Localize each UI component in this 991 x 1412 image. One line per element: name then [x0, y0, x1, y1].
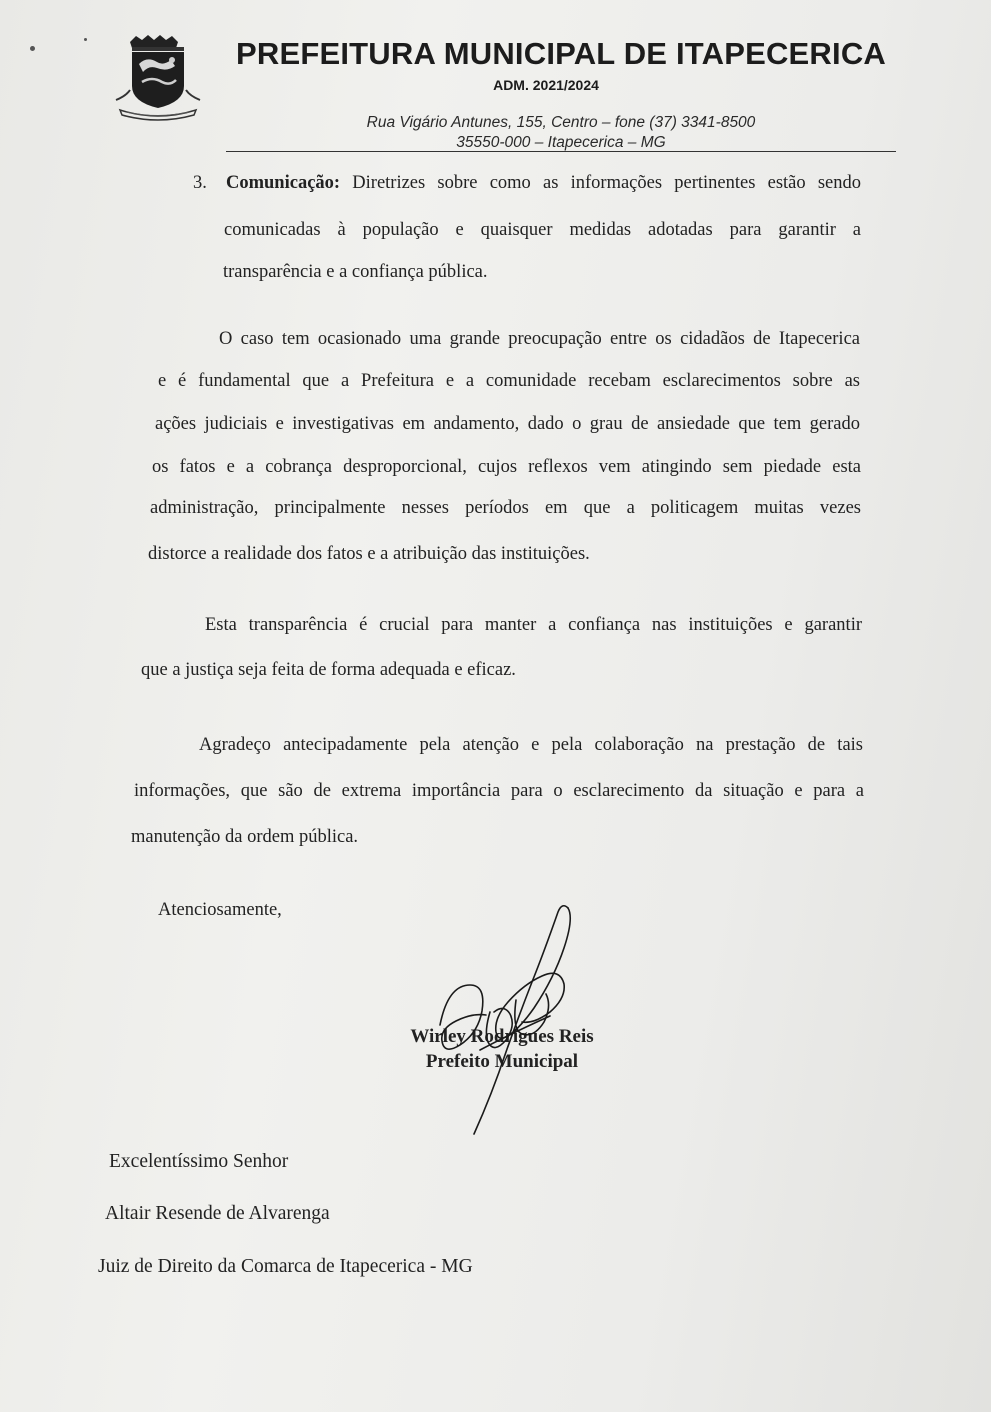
paragraph-line: manutenção da ordem pública.: [131, 827, 359, 847]
paragraph-line: administração, principalmente nesses períodos em que a politicagem muitas vezes: [150, 498, 861, 518]
item-number: 3.: [193, 173, 207, 193]
signatory-name: Wirley Rodrigues Reis: [410, 1026, 594, 1047]
letterhead-address: [226, 113, 896, 153]
paragraph-line: os fatos e a cobrança desproporcional, cujos reflexos vem atingindo sem piedade esta: [152, 457, 861, 477]
paragraph-line: ações judiciais e investigativas em andamento, dado o grau de ansiedade que tem gerado: [155, 414, 860, 434]
item-text: Diretrizes sobre como as informações pertinentes estão sendo: [352, 173, 861, 193]
letterhead-title: PREFEITURA MUNICIPAL DE ITAPECERICA: [236, 36, 886, 71]
address-line-1: Rua Vigário Antunes, 155, Centro – fone (37) 3341-8500: [366, 114, 756, 131]
letterhead-divider: [226, 151, 896, 152]
recipient-name: Altair Resende de Alvarenga: [105, 1203, 330, 1224]
item-line: [226, 173, 861, 194]
signatory-role: Prefeito Municipal: [425, 1051, 579, 1072]
paragraph-line: O caso tem ocasionado uma grande preocupação entre os cidadãos de Itapecerica: [219, 329, 860, 349]
paragraph-line: informações, que são de extrema importância para o esclarecimento da situação e para a: [134, 781, 864, 801]
address-line-2: 35550-000 – Itapecerica – MG: [456, 134, 666, 151]
item-heading: Comunicação:: [226, 173, 341, 193]
closing: Atenciosamente,: [158, 900, 282, 920]
scan-speck: [84, 38, 87, 41]
letterhead-administration: ADM. 2021/2024: [493, 77, 599, 93]
paragraph-line: Esta transparência é crucial para manter a confiança nas instituições e garantir: [205, 615, 862, 635]
paragraph-line: distorce a realidade dos fatos e a atribuição das instituições.: [148, 544, 590, 564]
paragraph-line: Agradeço antecipadamente pela atenção e pela colaboração na prestação de tais: [199, 735, 863, 755]
municipal-coat-of-arms-icon: [112, 30, 204, 122]
item-line: transparência e a confiança pública.: [223, 262, 488, 282]
handwritten-signature: [420, 900, 590, 1135]
paragraph-line: e é fundamental que a Prefeitura e a comunidade recebam esclarecimentos sobre as: [158, 371, 860, 391]
recipient-title: Juiz de Direito da Comarca de Itapecerica - MG: [98, 1256, 473, 1277]
paragraph-line: que a justiça seja feita de forma adequada e eficaz.: [141, 660, 516, 680]
scan-speck: [30, 46, 35, 51]
item-line: comunicadas à população e quaisquer medidas adotadas para garantir a: [224, 220, 861, 240]
recipient-salutation: Excelentíssimo Senhor: [109, 1151, 289, 1172]
